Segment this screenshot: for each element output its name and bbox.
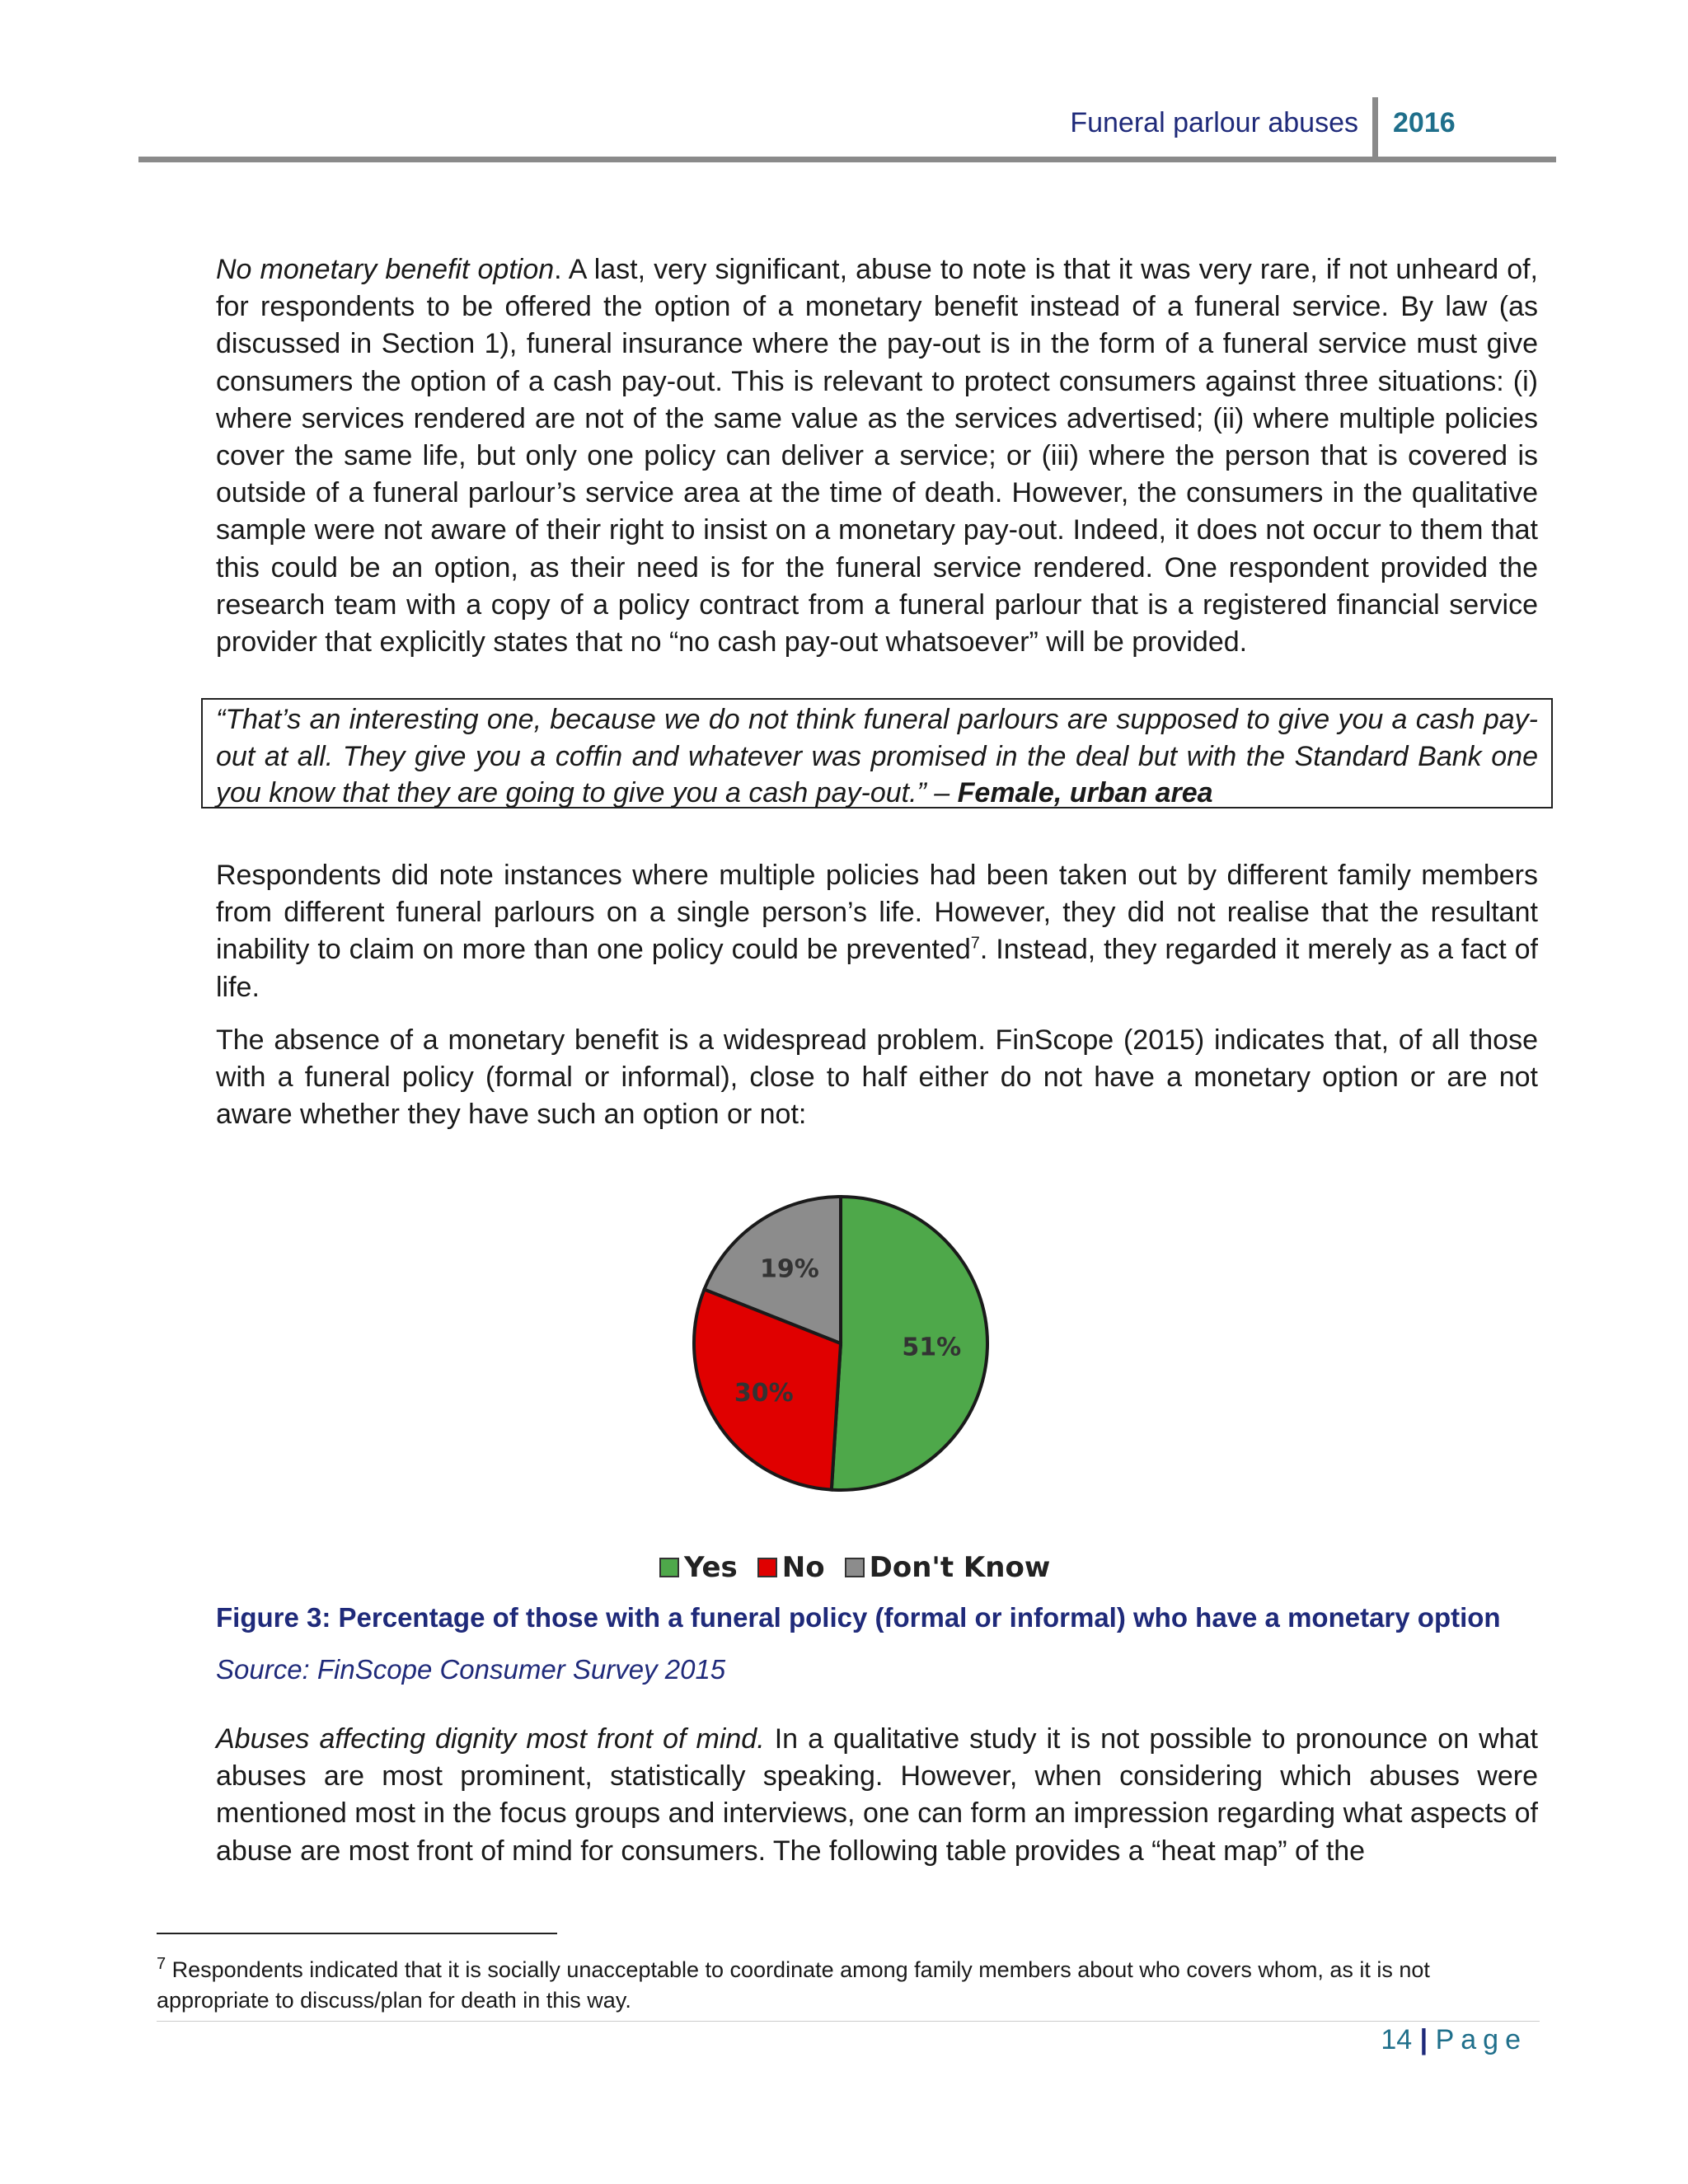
legend-item-dont-know (845, 1551, 1051, 1584)
legend-swatch-yes (659, 1558, 679, 1577)
header-year: 2016 (1393, 107, 1456, 138)
legend-swatch-dont-know (845, 1558, 865, 1577)
legend-label-dont-know: Don't Know (869, 1551, 1051, 1584)
paragraph-lead: Abuses affecting dignity most front of mind. (216, 1723, 765, 1755)
legend-label-no: No (781, 1551, 825, 1584)
pie-chart (676, 1179, 1006, 1508)
page-label: Page (1435, 2024, 1527, 2055)
footnote-rule (157, 1933, 557, 1934)
paragraph-text: In a qualitative study it is not possible to pronounce on what abuses are most prominent, statistically speaking. However, when considering which abuses were mentioned most in the focus groups and interviews, one can form an impression regarding what aspects of abuse are most front of mind for consumers. The following table provides a “heat map” of the (216, 1723, 1538, 1867)
header-separator (1372, 97, 1378, 158)
quote-text: “That’s an interesting one, because we do not think funeral parlours are supposed to give you a cash pay-out at all. They give you a coffin and whatever was promised in the deal but with the Standard Bank one you know that they are going to give you a cash pay-out.” – (216, 704, 1538, 808)
legend-label-yes: Yes (684, 1551, 738, 1584)
pie-label-yes: 51% (902, 1333, 962, 1362)
footnote-text: Respondents indicated that it is socially unacceptable to coordinate among family members about who covers whom, as it is not appropriate to discuss/plan for death in this way. (157, 1957, 1430, 2013)
header-rule (138, 157, 1556, 162)
paragraph-dignity (216, 1721, 1538, 1870)
legend-item-no (757, 1551, 825, 1584)
page-number (1381, 2024, 1527, 2056)
pie-label-no: 30% (734, 1379, 794, 1408)
footer-rule (157, 2021, 1540, 2022)
page-number-value: 14 (1381, 2024, 1413, 2055)
legend-swatch-no (757, 1558, 777, 1577)
paragraph-text: . A last, very significant, abuse to note is that it was very rare, if not unheard of, for respondents to be offered the option of a monetary benefit instead of a funeral service. By law (as discussed in Section 1), funeral insurance where the pay-out is in the form of a funeral service must give consumers the option of a cash pay-out. This is relevant to protect consumers against three situations: (i) where services rendered are not of the same value as the services advertised; (ii) where multiple policies cover the same life, but only one policy can deliver a service; or (iii) where the person that is covered is outside of a funeral parlour’s service area at the time of death. However, the consumers in the qualitative sample were not aware of their right to insist on a monetary pay-out. Indeed, it does not occur to them that this could be an option, as their need is for the funeral service rendered. One respondent provided the research team with a copy of a policy contract from a funeral parlour that is a registered financial service provider that explicitly states that no “no cash pay-out whatsoever” will be provided. (216, 254, 1539, 658)
chart-legend (659, 1551, 1062, 1584)
footnote-number: 7 (157, 1955, 166, 1973)
paragraph-text: Respondents did note instances where multiple policies had been taken out by different family members from different funeral parlours on a single person’s life. However, they did not realise that the resultant inability to claim on more than one policy could be prevented (216, 860, 1538, 966)
figure-source: Source: FinScope Consumer Survey 2015 (216, 1654, 726, 1685)
footnote-ref[interactable]: 7 (970, 935, 980, 954)
header-title: Funeral parlour abuses (1070, 107, 1358, 138)
paragraph-lead: No monetary benefit option (216, 254, 555, 285)
paragraph-text-end: . Instead, they regarded it merely as a fact of life. (216, 934, 1538, 1003)
paragraph-monetary-benefit (216, 251, 1538, 661)
paragraph-multiple-policies (216, 857, 1538, 1006)
pie-label-dont-know: 19% (760, 1254, 819, 1284)
footnote (157, 1955, 1492, 2016)
figure-caption: Figure 3: Percentage of those with a funeral policy (formal or informal) who have a monetary option (216, 1602, 1501, 1633)
quote (216, 700, 1538, 812)
paragraph-finscope: The absence of a monetary benefit is a widespread problem. FinScope (2015) indicates that, of all those with a funeral policy (formal or informal), close to half either do not have a monetary option or are not aware whether they have such an option or not: (216, 1024, 1538, 1131)
legend-item-yes (659, 1551, 738, 1584)
page-number-separator: | (1419, 2024, 1428, 2055)
quote-box (201, 698, 1553, 808)
quote-attribution: Female, urban area (957, 777, 1213, 808)
